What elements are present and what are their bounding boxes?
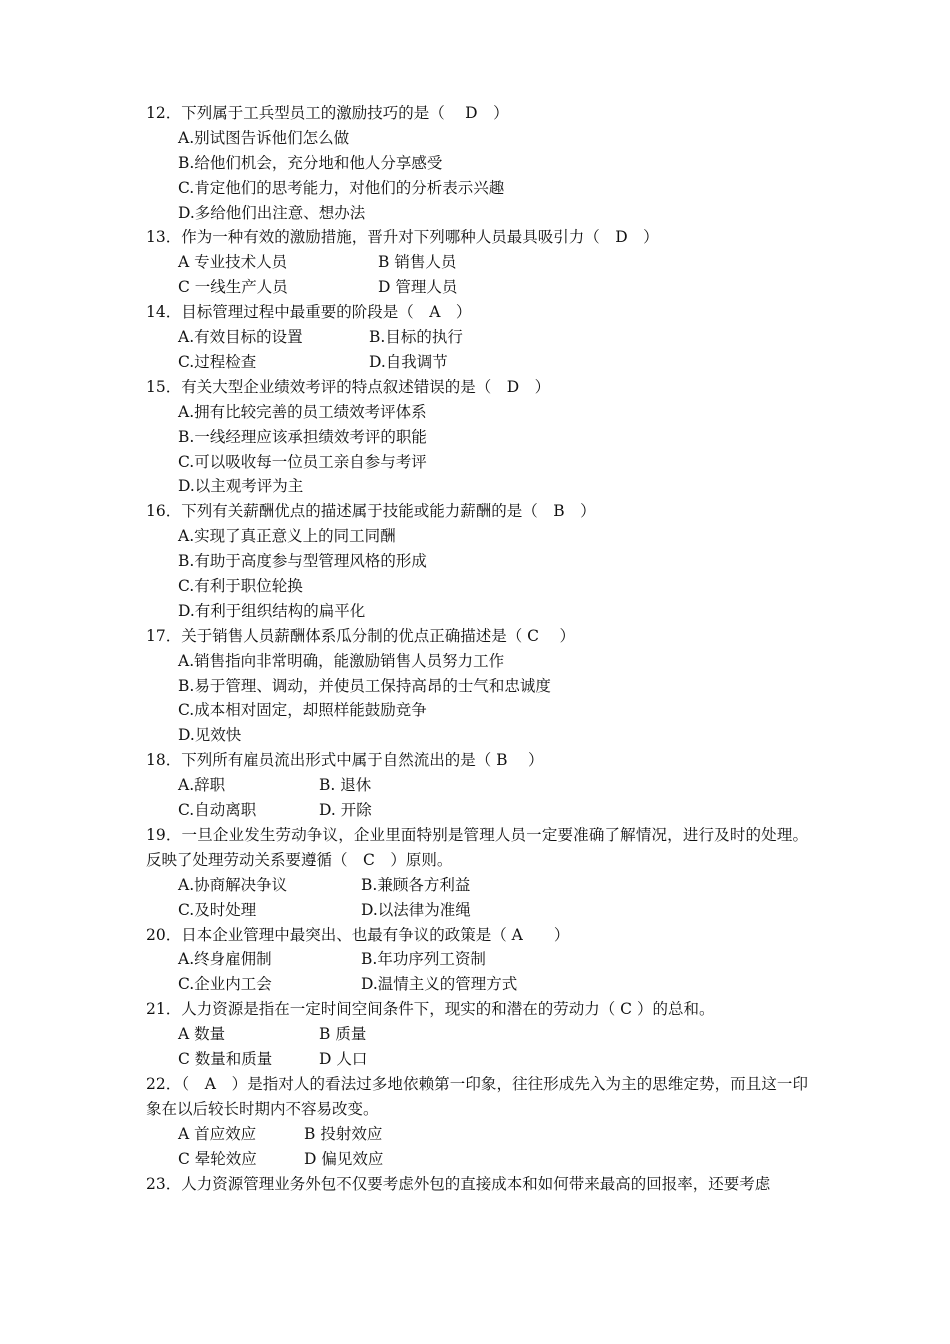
question-17-options — [146, 649, 808, 749]
question-16 — [146, 499, 808, 623]
question-18-options — [146, 773, 808, 823]
option-row — [178, 250, 808, 275]
option-a: A.有效目标的设置 — [178, 328, 303, 347]
option-row — [178, 1022, 808, 1047]
question-14-options — [146, 325, 808, 375]
option-row — [178, 1147, 808, 1172]
option-row — [178, 1122, 808, 1147]
option-row — [178, 773, 808, 798]
option-b: B 投射效应 — [304, 1124, 383, 1143]
option-b: B 质量 — [319, 1025, 367, 1044]
option-b: B.兼顾各方利益 — [361, 875, 471, 894]
question-20 — [146, 923, 808, 998]
option-d: D 人口 — [319, 1050, 368, 1069]
question-22-stem: 22．（ A ）是指对人的看法过多地依赖第一印象，往往形成先入为主的思维定势，而且这一印象在以后较长时期内不容易改变。 — [146, 1074, 808, 1118]
question-12-stem: 12．下列属于工兵型员工的激励技巧的是（ D ） — [146, 104, 509, 122]
option-a: A.实现了真正意义上的同工同酬 — [178, 527, 396, 546]
option-b: B.年功序列工资制 — [361, 950, 486, 969]
question-19-options — [146, 873, 808, 923]
question-12 — [146, 101, 808, 225]
option-d: D.有利于组织结构的扁平化 — [178, 601, 366, 620]
option-row — [178, 325, 808, 350]
option-a: A.协商解决争议 — [178, 875, 288, 894]
option-c: C.有利于职位轮换 — [178, 577, 303, 595]
question-23 — [146, 1172, 808, 1197]
question-15-stem: 15．有关大型企业绩效考评的特点叙述错误的是（ D ） — [146, 377, 551, 396]
option-a: A.拥有比较完善的员工绩效考评体系 — [178, 402, 427, 421]
question-21-stem: 21．人力资源是指在一定时间空间条件下，现实的和潜在的劳动力（ C ）的总和。 — [146, 1000, 715, 1019]
option-c: C.自动离职 — [178, 801, 257, 820]
question-15-options — [146, 400, 808, 500]
option-d: D.自我调节 — [369, 352, 448, 371]
question-16-options — [146, 524, 808, 624]
question-17-stem: 17．关于销售人员薪酬体系瓜分制的优点正确描述是（ C ） — [146, 626, 575, 645]
option-a: A.销售指向非常明确，能激励销售人员努力工作 — [178, 651, 505, 670]
option-c: C.企业内工会 — [178, 975, 272, 994]
question-20-options — [146, 947, 808, 997]
option-d: D 偏见效应 — [304, 1149, 384, 1168]
option-row — [178, 947, 808, 972]
question-19-stem: 19．一旦企业发生劳动争议，企业里面特别是管理人员一定要准确了解情况，进行及时的处理。反映了处理劳动关系要遵循（ C ）原则。 — [146, 825, 808, 869]
option-a: A.辞职 — [178, 776, 226, 795]
question-21 — [146, 997, 808, 1072]
option-row — [178, 1047, 808, 1072]
option-row — [178, 798, 808, 823]
option-a: A.终身雇佣制 — [178, 950, 272, 969]
option-a: A.别试图告诉他们怎么做 — [178, 128, 350, 147]
question-13 — [146, 225, 808, 300]
option-c: C.可以吸收每一位员工亲自参与考评 — [178, 452, 427, 471]
question-23-stem: 23．人力资源管理业务外包不仅要考虑外包的直接成本和如何带来最高的回报率，还要考虑 — [146, 1174, 771, 1193]
question-13-stem: 13．作为一种有效的激励措施，晋升对下列哪种人员最具吸引力（ D ） — [146, 228, 659, 247]
option-d: D.以主观考评为主 — [178, 477, 304, 496]
option-b: B.目标的执行 — [369, 328, 463, 347]
question-17 — [146, 624, 808, 748]
question-list — [146, 101, 808, 1196]
question-16-stem: 16．下列有关薪酬优点的描述属于技能或能力薪酬的是（ B ） — [146, 502, 596, 521]
option-c: C.及时处理 — [178, 900, 257, 919]
option-c: C 数量和质量 — [178, 1050, 273, 1069]
option-b: B.给他们机会，充分地和他人分享感受 — [178, 153, 443, 172]
question-14-stem: 14．目标管理过程中最重要的阶段是（ A ） — [146, 303, 472, 322]
option-d: D.以法律为准绳 — [361, 900, 471, 919]
option-a: A 首应效应 — [178, 1124, 257, 1143]
question-22-options — [146, 1122, 808, 1172]
option-d: D. 开除 — [319, 801, 372, 820]
option-row — [178, 350, 808, 375]
option-b: B. 退休 — [319, 776, 372, 795]
option-c: C.肯定他们的思考能力，对他们的分析表示兴趣 — [178, 178, 505, 197]
option-a: A 数量 — [178, 1025, 226, 1044]
option-d: D.多给他们出注意、想办法 — [178, 203, 366, 222]
option-d: D 管理人员 — [378, 278, 458, 297]
question-21-options — [146, 1022, 808, 1072]
question-22 — [146, 1072, 808, 1172]
option-d: D.温情主义的管理方式 — [361, 975, 518, 994]
question-18 — [146, 748, 808, 823]
option-b: B.易于管理、调动，并使员工保持高昂的士气和忠诚度 — [178, 676, 551, 695]
question-12-options — [146, 126, 808, 226]
option-row — [178, 972, 808, 997]
question-20-stem: 20．日本企业管理中最突出、也最有争议的政策是（ A ） — [146, 925, 570, 944]
question-18-stem: 18．下列所有雇员流出形式中属于自然流出的是（ B ） — [146, 751, 544, 770]
option-row — [178, 275, 808, 300]
option-c: C.过程检查 — [178, 352, 257, 371]
option-row — [178, 898, 808, 923]
option-d: D.见效快 — [178, 726, 242, 745]
question-15 — [146, 375, 808, 499]
option-b: B 销售人员 — [378, 253, 457, 272]
option-b: B.有助于高度参与型管理风格的形成 — [178, 552, 427, 571]
option-row — [178, 873, 808, 898]
question-19 — [146, 823, 808, 923]
option-c: C.成本相对固定，却照样能鼓励竞争 — [178, 701, 427, 720]
option-b: B.一线经理应该承担绩效考评的职能 — [178, 427, 427, 446]
question-14 — [146, 300, 808, 375]
question-13-options — [146, 250, 808, 300]
option-c: C 晕轮效应 — [178, 1149, 257, 1168]
option-a: A 专业技术人员 — [178, 253, 288, 272]
option-c: C 一线生产人员 — [178, 278, 288, 297]
